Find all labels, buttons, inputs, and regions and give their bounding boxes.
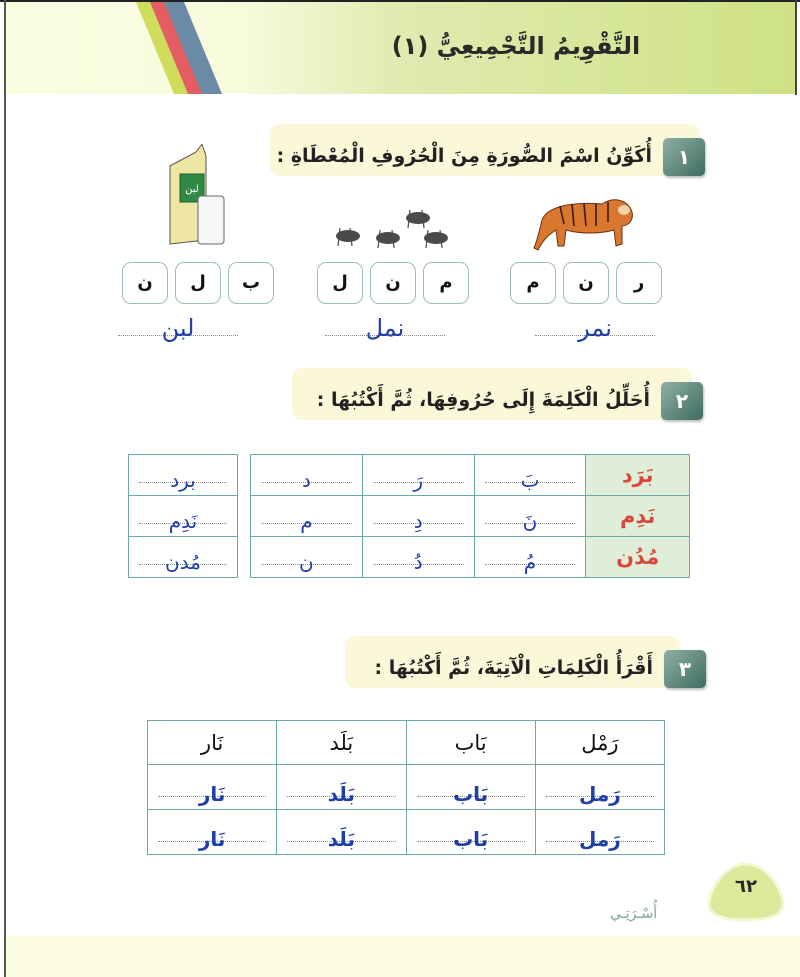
word-cell: مُدُن [616, 545, 660, 569]
rewrite-cell[interactable]: نَدِم [168, 509, 198, 533]
section2-number-badge: ٢ [661, 382, 703, 420]
letter-box: م [510, 262, 556, 304]
letter-cell[interactable]: بَ [520, 468, 540, 492]
write-cell[interactable]: بَاب [453, 782, 489, 806]
write-cell[interactable]: رَمل [579, 827, 621, 851]
letter-box: ل [175, 262, 221, 304]
left-border [4, 0, 6, 977]
letter-cell[interactable]: م [300, 509, 313, 533]
letter-box: ن [370, 262, 416, 304]
tiger-image [530, 194, 640, 256]
rewrite-cell[interactable]: برد [170, 468, 196, 492]
answer-word: لبن [161, 314, 195, 342]
letter-box: ب [228, 262, 274, 304]
right-border [795, 0, 797, 95]
table-row [251, 537, 690, 578]
letter-box: ن [563, 262, 609, 304]
header-word: رَمْل [581, 730, 619, 755]
letter-cell[interactable]: رَ [413, 468, 424, 492]
table-row [148, 765, 665, 810]
letter-cell[interactable]: دِ [413, 509, 423, 533]
section1-instruction: أُكَوِّنُ اسْمَ الصُّورَةِ مِنَ الْحُرُوفِ الْمُعْطَاةِ : [276, 145, 652, 167]
book-brand: أُسْـرَتِـي [610, 906, 658, 922]
letter-cell[interactable]: دُ [413, 550, 423, 574]
letter-box: ر [616, 262, 662, 304]
reading-table [147, 720, 665, 855]
write-cell[interactable]: نَار [198, 827, 226, 851]
analysis-table [250, 454, 690, 578]
letter-cell[interactable]: مُ [523, 550, 537, 574]
write-cell[interactable]: بَلَد [327, 782, 355, 806]
page-number: ٦٢ [735, 876, 757, 897]
milk-carton-label: لبن [185, 184, 199, 195]
rewrite-cell[interactable]: مُدن [165, 550, 201, 574]
write-cell[interactable]: بَلَد [327, 827, 355, 851]
write-cell[interactable]: رَمل [579, 782, 621, 806]
header-word: بَلَد [329, 730, 354, 755]
letter-cell[interactable]: نَ [522, 509, 538, 533]
answer-line[interactable] [118, 306, 238, 342]
word-cell: بَرَد [621, 463, 654, 487]
table-row [148, 810, 665, 855]
page-title: التَّقْوِيمُ التَّجْمِيعِيُّ (١) [391, 32, 641, 60]
ants-image [328, 206, 458, 252]
write-cell[interactable]: بَاب [453, 827, 489, 851]
rewrite-table [128, 454, 238, 578]
letter-box: ن [122, 262, 168, 304]
section1-number-badge: ١ [663, 138, 705, 176]
word-cell: نَدِم [619, 504, 656, 528]
letter-box: م [423, 262, 469, 304]
letter-cell[interactable]: ن [299, 550, 314, 574]
write-cell[interactable]: نَار [198, 782, 226, 806]
page-number-badge [705, 860, 787, 922]
answer-word: نمل [365, 314, 405, 342]
answer-line[interactable] [535, 306, 655, 342]
table-header-row [148, 721, 665, 765]
answer-line[interactable] [325, 306, 445, 342]
section3-number-badge: ٣ [664, 650, 706, 688]
letter-box: ل [317, 262, 363, 304]
milk-image [162, 144, 232, 248]
section2-instruction: أُحَلِّلُ الْكَلِمَةَ إِلَى حُرُوفِهَا، ثُمَّ أَكْتُبُهَا : [316, 389, 650, 411]
answer-word: نمر [578, 314, 612, 342]
header-word: بَاب [454, 730, 487, 755]
header-word: نَار [200, 730, 224, 755]
page-footer [6, 936, 800, 977]
section3-instruction: أَقْرَأُ الْكَلِمَاتِ الْآتِيَةَ، ثُمَّ أَكْتُبُهَا : [374, 657, 653, 679]
letter-cell[interactable]: د [301, 468, 311, 492]
table-row [251, 455, 690, 496]
page-header [6, 2, 795, 94]
table-row [251, 496, 690, 537]
